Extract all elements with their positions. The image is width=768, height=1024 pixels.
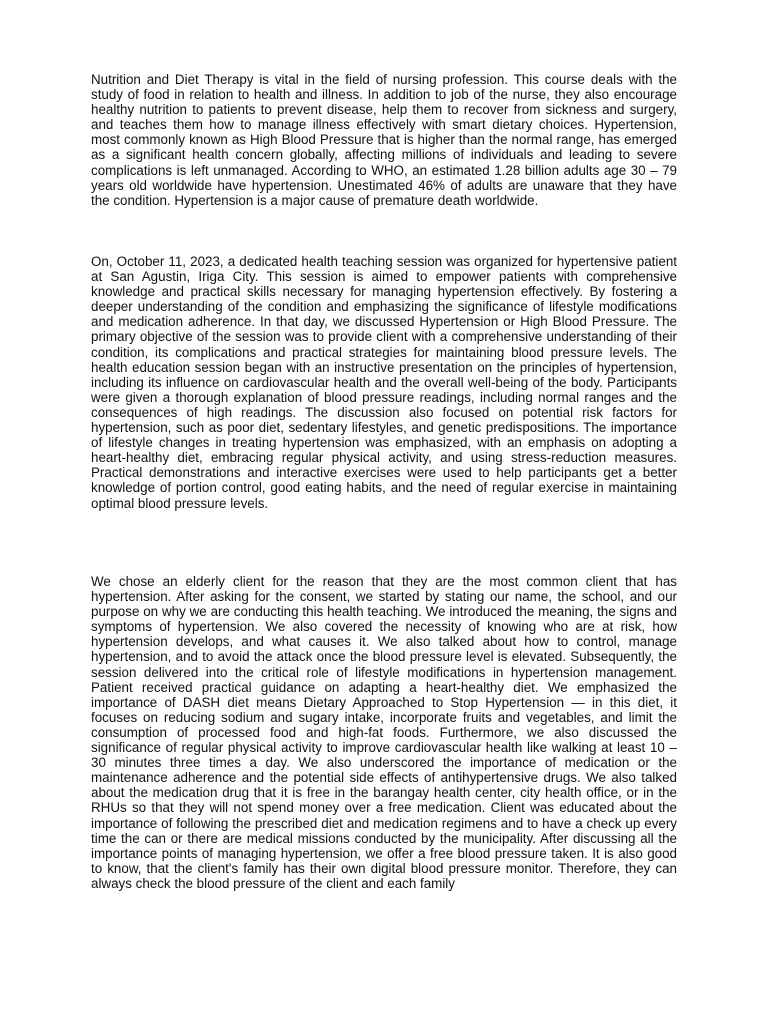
paragraph-intro: Nutrition and Diet Therapy is vital in the field of nursing profession. This course deals with the study of food in relation to health and illness. In addition to job of the nurse, they also encourage healthy nutrition to patients to prevent disease, help them to recover from sickness and surgery, and teaches them how to manage illness effectively with smart dietary choices. Hypertension, most commonly known as High Blood Pressure that is higher than the normal range, has emerged as a significant health concern globally, affecting millions of individuals and leading to severe complications is left unmanaged. According to WHO, an estimated 1.28 billion adults age 30 – 79 years old worldwide have hypertension. Unestimated 46% of adults are unaware that they have the condition. Hypertension is a major cause of premature death worldwide. xyxy=(91,72,677,208)
paragraph-client: We chose an elderly client for the reason that they are the most common client that has hypertension. After asking for the consent, we started by stating our name, the school, and our purpose on why we are conducting this health teaching. We introduced the meaning, the signs and symptoms of hypertension. We also covered the necessity of knowing who are at risk, how hypertension develops, and what causes it. We also talked about how to control, manage hypertension, and to avoid the attack once the blood pressure level is elevated. Subsequently, the session delivered into the critical role of lifestyle modifications in hypertension management. Patient received practical guidance on adapting a heart-healthy diet. We emphasized the importance of DASH diet means Dietary Approached to Stop Hypertension — in this diet, it focuses on reducing sodium and sugary intake, incorporate fruits and vegetables, and limit the consumption of processed food and high-fat foods. Furthermore, we also discussed the significance of regular physical activity to improve cardiovascular health like walking at least 10 – 30 minutes three times a day. We also underscored the importance of medication or the maintenance adherence and the potential side effects of antihypertensive drugs. We also talked about the medication drug that it is free in the barangay health center, city health office, or in the RHUs so that they will not spend money over a free medication. Client was educated about the importance of following the prescribed diet and medication regimens and to have a check up every time the can or there are medical missions conducted by the municipality. After discussing all the importance points of managing hypertension, we offer a free blood pressure taken. It is also good to know, that the client's family has their own digital blood pressure monitor. Therefore, they can always check the blood pressure of the client and each family xyxy=(91,574,677,891)
paragraph-session: On, October 11, 2023, a dedicated health teaching session was organized for hypertensive patient at San Agustin, Iriga City. This session is aimed to empower patients with comprehensive knowledge and practical skills necessary for managing hypertension effectively. By fostering a deeper understanding of the condition and emphasizing the significance of lifestyle modifications and medication adherence. In that day, we discussed Hypertension or High Blood Pressure. The primary objective of the session was to provide client with a comprehensive understanding of their condition, its complications and practical strategies for maintaining blood pressure levels. The health education session began with an instructive presentation on the principles of hypertension, including its influence on cardiovascular health and the overall well-being of the body. Participants were given a thorough explanation of blood pressure readings, including normal ranges and the consequences of high readings. The discussion also focused on potential risk factors for hypertension, such as poor diet, sedentary lifestyles, and genetic predispositions. The importance of lifestyle changes in treating hypertension was emphasized, with an emphasis on adopting a heart-healthy diet, embracing regular physical activity, and using stress-reduction measures. Practical demonstrations and interactive exercises were used to help participants get a better knowledge of portion control, good eating habits, and the need of regular exercise in maintaining optimal blood pressure levels. xyxy=(91,254,677,511)
